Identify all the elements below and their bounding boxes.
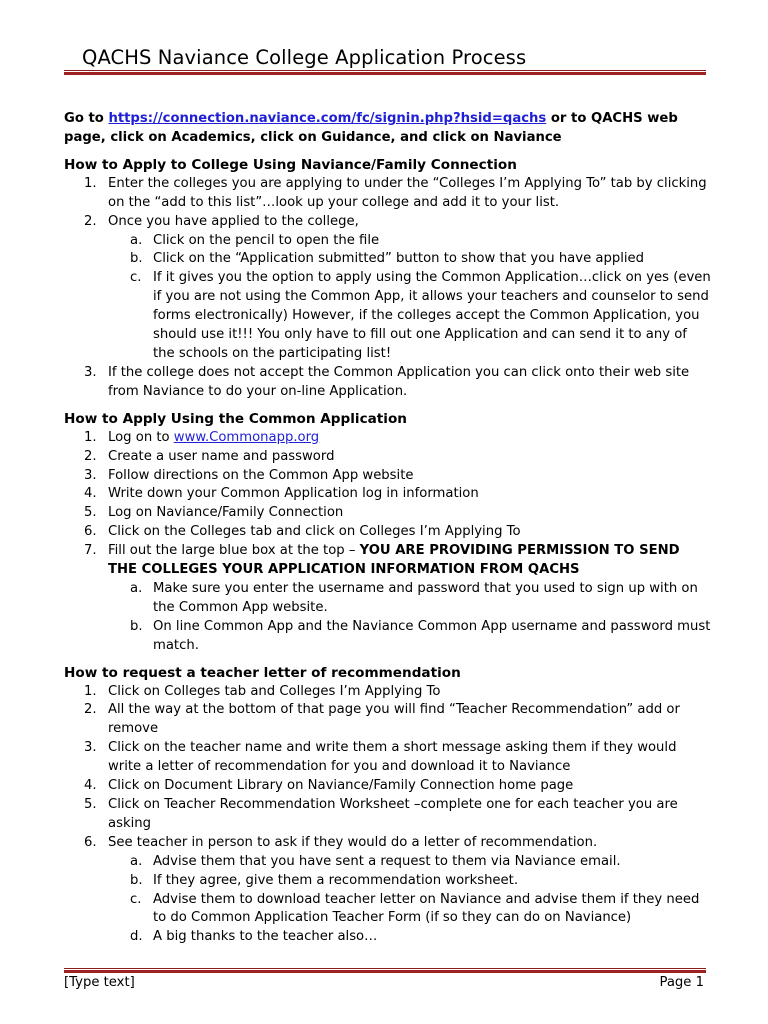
list-number: 6. (84, 834, 97, 850)
list-item-text: Advise them that you have sent a request to them via Naviance email. (153, 853, 621, 869)
list-number: a. (130, 580, 143, 596)
list-item-text: Enter the colleges you are applying to under the “Colleges I’m Applying To” tab by clicking on the “add to this list”…look up your college and add it to your list. (108, 175, 707, 210)
list-number: b. (130, 872, 143, 888)
list-item-text: Once you have applied to the college, (108, 213, 359, 229)
list-item-text: If it gives you the option to apply using the Common Application…click on yes (even if you are not using the Common App, it allows your teachers and counselor to send forms electronically) However, if the colleges accept the Common Application, you should use it!!! You only have to fill out one Application and can send it to any of the schools on the participating list! (153, 270, 711, 361)
list-item (64, 796, 712, 834)
list-number: c. (130, 891, 142, 907)
list-item (64, 504, 712, 523)
list-item (64, 485, 712, 504)
list-item (64, 429, 712, 448)
sub-list-item (64, 928, 712, 947)
list-item (64, 523, 712, 542)
list-number: 4. (84, 486, 97, 502)
list-number: 3. (84, 467, 97, 483)
list-item-text: Log on to (108, 429, 174, 445)
intro-paragraph (64, 110, 712, 148)
list-number: d. (130, 929, 143, 945)
naviance-signin-link[interactable]: https://connection.naviance.com/fc/signin.php?hsid=qachs (108, 111, 547, 126)
list-item-text: Click on Teacher Recommendation Worksheet –complete one for each teacher you are asking (108, 797, 678, 831)
list-item-text: A big thanks to the teacher also… (153, 929, 378, 945)
list-number: 4. (84, 778, 97, 794)
list-item-text: Create a user name and password (108, 448, 335, 464)
sub-list-item (64, 618, 712, 656)
section-heading-apply-naviance: How to Apply to College Using Naviance/Family Connection (64, 156, 517, 173)
section1-list (64, 175, 712, 402)
sub-list-item (64, 250, 712, 269)
sub-list-item (64, 872, 712, 891)
list-item-text: Make sure you enter the username and password that you used to sign up with on the Common App website. (153, 580, 698, 615)
list-item (64, 834, 712, 853)
list-item-text: Click on the pencil to open the file (153, 232, 380, 248)
page-title: QACHS Naviance College Application Process (82, 46, 527, 69)
sub-list-item (64, 891, 712, 929)
list-item-text: Advise them to download teacher letter on Naviance and advise them if they need to do Common Application Teacher Form (if so they can do on Naviance) (153, 891, 700, 926)
list-number: 3. (84, 740, 97, 756)
footer-placeholder-text: [Type text] (64, 975, 135, 990)
list-item (64, 777, 712, 796)
list-number: 3. (84, 364, 97, 380)
list-item-text: Log on Naviance/Family Connection (108, 505, 344, 521)
list-item-text: If they agree, give them a recommendation worksheet. (153, 872, 519, 888)
list-item (64, 175, 712, 213)
header-rule (64, 70, 706, 75)
footer-rule (64, 968, 706, 973)
list-item-text: See teacher in person to ask if they would do a letter of recommendation. (108, 834, 598, 850)
list-item (64, 701, 712, 739)
list-item (64, 739, 712, 777)
list-number: a. (130, 853, 143, 869)
page-number: Page 1 (659, 975, 704, 990)
list-number: a. (130, 232, 143, 248)
sub-list-item (64, 580, 712, 618)
section-heading-teacher-letter: How to request a teacher letter of recommendation (64, 664, 461, 681)
list-item-text: Click on Colleges tab and Colleges I’m Applying To (108, 683, 441, 699)
list-item (64, 364, 712, 402)
list-item (64, 448, 712, 467)
list-number: 1. (84, 683, 97, 699)
sub-list-item (64, 269, 712, 364)
sub-list-item (64, 232, 712, 251)
list-number: 7. (84, 543, 97, 559)
list-number: 2. (84, 213, 97, 229)
list-number: 1. (84, 429, 97, 445)
list-item-text: Click on the “Application submitted” button to show that you have applied (153, 251, 645, 267)
section3-list (64, 683, 712, 948)
list-number: c. (130, 270, 142, 286)
list-number: 5. (84, 505, 97, 521)
list-number: 2. (84, 702, 97, 718)
list-item-text: Write down your Common Application log in information (108, 486, 479, 502)
list-item-text: If the college does not accept the Common Application you can click onto their web site from Naviance to do your on-line Application. (108, 364, 690, 399)
list-item-text: Click on the teacher name and write them a short message asking them if they would write a letter of recommendation for you and download it to Naviance (108, 740, 677, 775)
list-number: b. (130, 618, 143, 634)
list-item (64, 683, 712, 702)
commonapp-link[interactable]: www.Commonapp.org (173, 429, 320, 445)
list-item-text: All the way at the bottom of that page you will find “Teacher Recommendation” add or remove (108, 702, 680, 737)
list-number: 1. (84, 175, 97, 191)
permission-notice: YOU ARE PROVIDING PERMISSION TO SEND THE COLLEGES YOUR APPLICATION INFORMATION FROM QACHS (108, 543, 680, 578)
list-number: 5. (84, 797, 97, 812)
document-body (64, 110, 712, 947)
list-item-text: Click on the Colleges tab and click on Colleges I’m Applying To (108, 524, 521, 540)
list-number: 6. (84, 524, 97, 540)
list-item-text: Follow directions on the Common App website (108, 467, 414, 483)
intro-prefix: Go to (64, 111, 109, 126)
list-item-text: Click on Document Library on Naviance/Family Connection home page (108, 778, 574, 794)
list-item (64, 542, 712, 580)
section-heading-common-app: How to Apply Using the Common Application (64, 410, 407, 427)
list-item (64, 213, 712, 232)
list-number: 2. (84, 448, 97, 464)
list-item (64, 467, 712, 486)
list-item-text: Fill out the large blue box at the top – (108, 543, 360, 559)
list-item-text: On line Common App and the Naviance Common App username and password must match. (153, 618, 711, 653)
sub-list-item (64, 853, 712, 872)
intro-suffix: or to QACHS web page, click on Academics, click on Guidance, and click on Naviance (64, 111, 678, 145)
list-number: b. (130, 251, 143, 267)
section2-list (64, 429, 712, 656)
